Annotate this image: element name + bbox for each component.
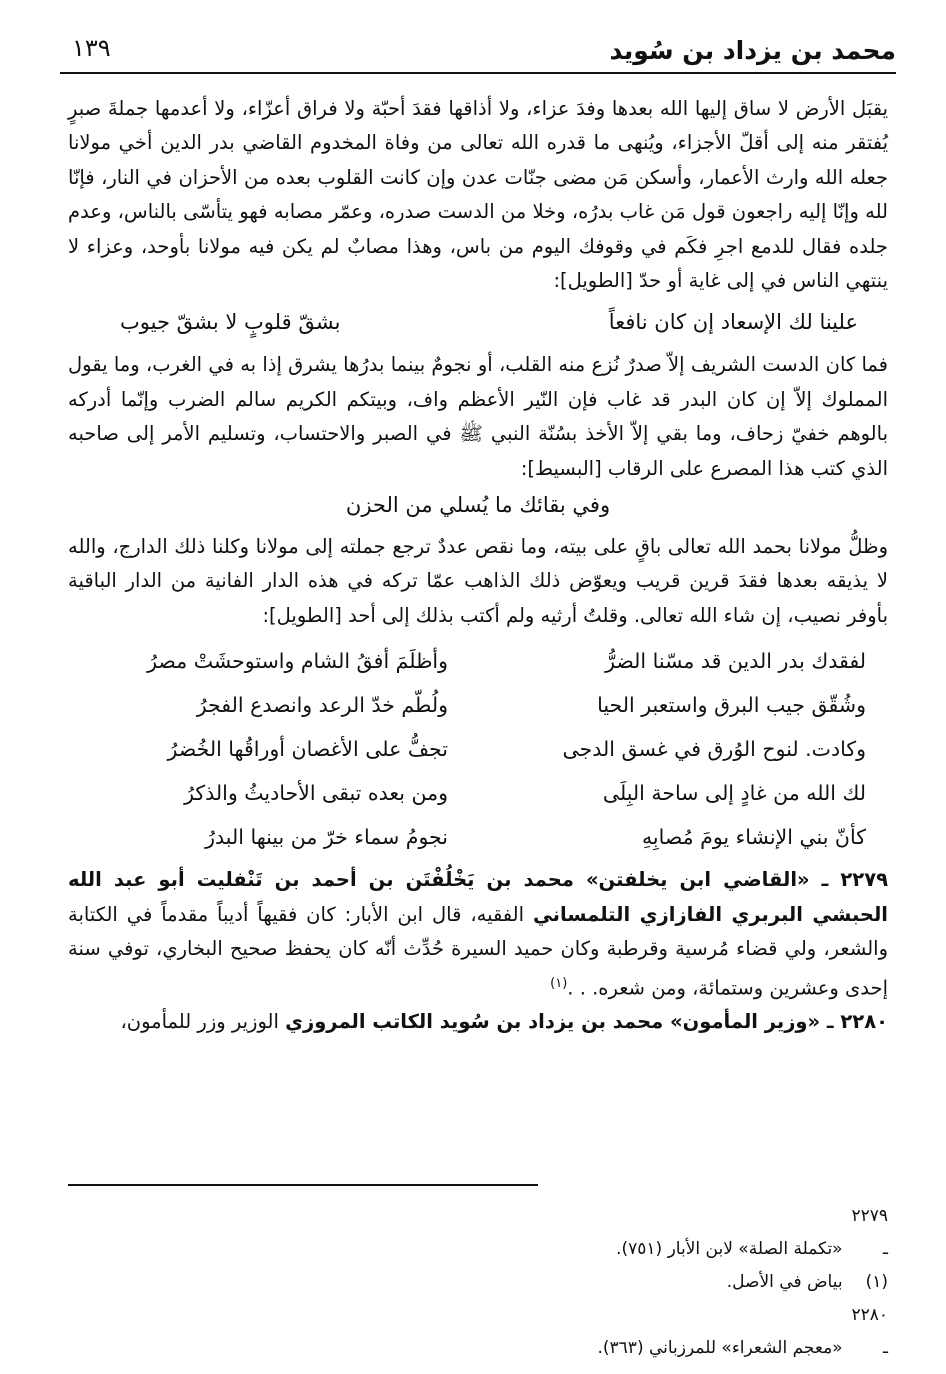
verse-first-hemistich: علينا لك الإسعاد إن كان نافعاً bbox=[608, 310, 858, 335]
poem-line bbox=[68, 771, 888, 815]
paragraph-dast-sharif: فما كان الدست الشريف إلاّ صدرٌ نُزع منه القلب، أو نجومٌ بينما بدرُها يشرق إذا به في الغرب، وما يقول المملوك إلاّ إن كان البدر قد غاب فإن النّير الأعظم واف، وبيتكم الكريم سالم الضرب وإنّما أدركه بالوهم خفيّ زحاف، وما بقي إلاّ الأخذ بسُنّة النبي ﷺ في الصبر والاحتساب، وتسليم الأمر إلى صاحبه الذي كتب هذا المصرع على الرقاب [البسيط]: bbox=[68, 353, 888, 480]
poem-line bbox=[68, 815, 888, 859]
poem-first-hemistich: لفقدك بدر الدين قد مسّنا الضرُّ bbox=[605, 649, 866, 674]
entry-2279 bbox=[68, 863, 888, 1005]
poem-second-hemistich: وأظلَمَ أفقُ الشام واستوحشَتْ مصرُ bbox=[147, 649, 448, 674]
entry-2279-heading: ٢٢٧٩ ـ «القاضي ابن يخلفتن» محمد بن يَخْلُفْتَن بن أحمد بن تَنْفليت أبو عبد الله الحبشي البربري الفازازي التلمساني bbox=[68, 868, 888, 926]
footnote-number: (١) bbox=[865, 1272, 888, 1292]
entry-2279-text: الفقيه، قال ابن الأبار: كان فقيهاً أديباً مقدماً في الكتابة والشعر، ولي قضاء مُرسية وقرطبة وكان حميد السيرة حُدِّث أنّه كان يحفظ صحيح البخاري، توفي سنة إحدى وعشرين وستمائة، ومن شعره. . . bbox=[68, 902, 888, 999]
footnote-text: «معجم الشعراء» للمرزباني (٣٦٣). bbox=[597, 1338, 843, 1358]
footnote bbox=[68, 1200, 888, 1266]
elegy-poem bbox=[68, 639, 888, 859]
page-number: ١٣٩ bbox=[72, 34, 111, 62]
poem-first-hemistich: وكادت. لنوح الوُرق في غسق الدجى bbox=[562, 737, 866, 762]
running-title: محمد بن يزداد بن سُويد bbox=[609, 36, 896, 65]
entry-2280-heading: ٢٢٨٠ ـ «وزير المأمون» محمد بن يزداد بن سُويد الكاتب المروزي bbox=[285, 1010, 888, 1034]
paragraph-elegy-intro: وظلُّ مولانا بحمد الله تعالى باقٍ على بيته، وما نقص عددٌ ترجع جملته إلى مولانا وكلنا ذلك الدارج، والله لا يذيقه بعدها فقدَ قرين قريب ويعوّض ذلك الذاهب عمّا تركه في هذه الدار الفانية من الدار الباقية بأوفر نصيب، إن شاء الله تعالى. وقلتُ أرثيه ولم أكتب بذلك إلى أحد [الطويل]: bbox=[68, 535, 888, 627]
entry-2280 bbox=[68, 1005, 888, 1039]
poem-first-hemistich: وشُقّق جيب البرق واستعبر الحيا bbox=[597, 693, 866, 718]
verse-basit: وفي بقائك ما يُسلي من الحزن bbox=[345, 493, 611, 518]
poem-second-hemistich: ومن بعده تبقى الأحاديثُ والذكرُ bbox=[184, 781, 448, 806]
paragraph-condolence-letter: يقبَل الأرض لا ساق إليها الله بعدها وفدَ عزاء، ولا أذاقها فقدَ أحبّة ولا فراق أعزّاء، ولا أعدمها جملةَ صبرٍ يُفتقر منه إلى أقلّ الأجزاء، ويُنهى ما قدره الله تعالى من وفاة المخدوم القاضي بدر الدين أخي مولانا جعله الله وارث الأعمار، وأسكن مَن مضى جنّات عدن وإن كانت القلوب بعده من الأحزان في النار، فإنّا لله وإنّا إليه راجعون قول مَن غاب بدرُه، وخلا من الدست صدره، وعمّر مصابه فهو يتأسّى بالناس، وعدم جلده فقال للدمع اجرِ فكَم في وقوفك اليوم من باس، وهذا مصابٌ لم يكن فيه مولانا بأوحد، وعزاء لا ينتهي الناس في إلى غاية أو حدّ [الطويل]: bbox=[68, 97, 888, 293]
verse-tawil-1 bbox=[68, 302, 888, 342]
main-text bbox=[68, 92, 888, 1040]
footnote-reference[interactable]: (١) bbox=[550, 975, 568, 991]
poem-second-hemistich: نجومُ سماء خرّ من بينها البدرُ bbox=[205, 825, 448, 850]
poem-second-hemistich: تجفُّ على الأغصان أوراقُها الخُضرُ bbox=[167, 737, 448, 762]
poem-line bbox=[68, 639, 888, 683]
header-rule bbox=[60, 72, 896, 74]
footnote-rule bbox=[68, 1184, 538, 1186]
poem-first-hemistich: كأنّ بني الإنشاء يومَ مُصابِهِ bbox=[641, 825, 866, 850]
poem-first-hemistich: لك الله من غادٍ إلى ساحة البِلَى bbox=[602, 781, 866, 806]
entry-2280-text: الوزير وزر للمأمون، bbox=[120, 1010, 286, 1034]
running-header bbox=[60, 30, 896, 74]
footnotes bbox=[68, 1184, 888, 1365]
poem-line bbox=[68, 727, 888, 771]
footnote bbox=[68, 1266, 888, 1299]
footnote-number: ٢٢٧٩ ـ bbox=[851, 1206, 888, 1259]
poem-second-hemistich: ولُطّم خدّ الرعد وانصدع الفجرُ bbox=[196, 693, 448, 718]
verse-second-hemistich: بشقّ قلوبٍ لا بشقّ جيوب bbox=[120, 310, 341, 335]
footnote-text: «تكملة الصلة» لابن الأبار (٧٥١). bbox=[616, 1239, 843, 1259]
footnote-text: بياض في الأصل. bbox=[726, 1272, 843, 1292]
footnote-number: ٢٢٨٠ ـ bbox=[851, 1305, 888, 1358]
footnote bbox=[68, 1299, 888, 1365]
poem-line bbox=[68, 683, 888, 727]
